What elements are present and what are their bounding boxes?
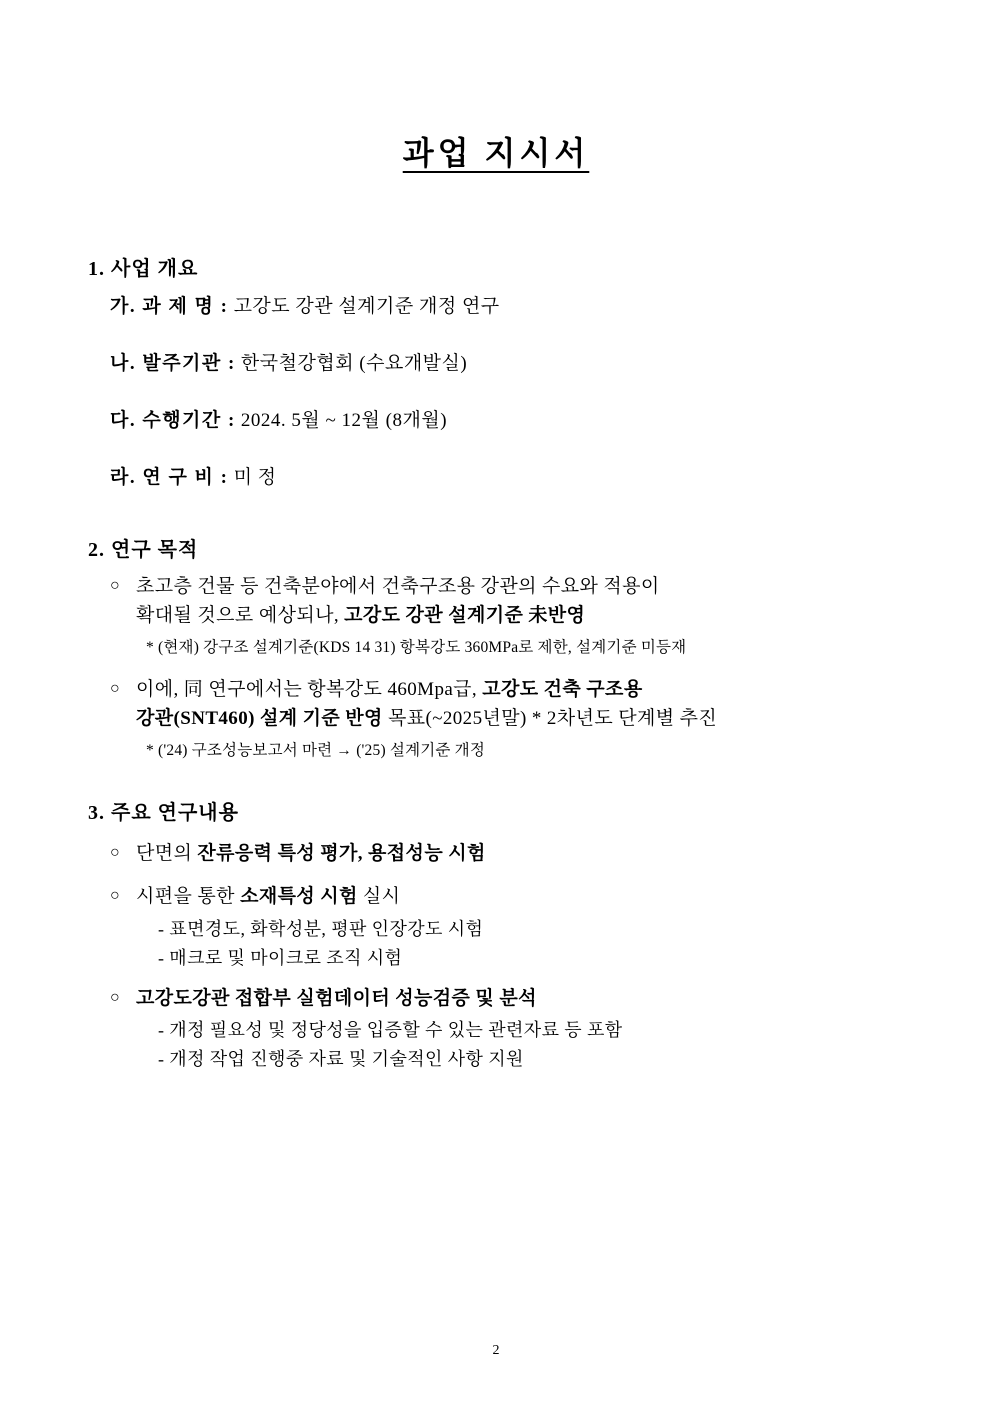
item-budget-value: 미 정 bbox=[233, 467, 277, 488]
purpose-bullet-1-line-2-bold: 고강도 강관 설계기준 未반영 bbox=[344, 605, 586, 627]
content-bullet-2-normal: 시편을 통한 bbox=[136, 886, 241, 908]
content-bullet-2-sub-1: - 표면경도, 화학성분, 평판 인장강도 시험 bbox=[158, 918, 484, 939]
content-bullet-3-sub-2: - 개정 작업 진행중 자료 및 기술적인 사항 지원 bbox=[158, 1049, 524, 1070]
content-bullet-2-sub-2: - 매크로 및 마이크로 조직 시험 bbox=[158, 947, 403, 968]
section-heading-2: 2. 연구 목적 bbox=[88, 539, 199, 561]
purpose-bullet-1-line-2-normal: 확대될 것으로 예상되나, bbox=[136, 605, 345, 627]
content-bullet-1 bbox=[88, 839, 904, 868]
purpose-bullet-2 bbox=[88, 675, 904, 760]
section-heading-3: 3. 주요 연구내용 bbox=[88, 801, 239, 824]
purpose-bullet-2-line-2-normal: 목표(~2025년말) * 2차년도 단계별 추진 bbox=[382, 708, 718, 730]
purpose-bullet-1-line-1: 초고층 건물 등 건축분야에서 건축구조용 강관의 수요와 적용이 bbox=[136, 576, 660, 597]
circle-bullet-icon: ○ bbox=[110, 577, 120, 594]
content-bullet-3-text: 고강도강관 접합부 실험데이터 성능검증 및 분석 bbox=[136, 987, 537, 1009]
content-bullet-2-bold: 소재특성 시험 bbox=[240, 886, 358, 908]
content-bullet-3 bbox=[88, 984, 904, 1071]
circle-bullet-icon: ○ bbox=[110, 679, 120, 697]
circle-bullet-icon: ○ bbox=[110, 887, 120, 905]
item-client-org bbox=[88, 348, 904, 375]
page-number: 2 bbox=[492, 1343, 500, 1358]
item-project-name bbox=[88, 291, 904, 318]
item-client-org-value: 한국철강협회 (수요개발실) bbox=[240, 353, 468, 374]
content-bullet-2-tail: 실시 bbox=[357, 886, 401, 908]
content-bullet-1-normal: 단면의 bbox=[136, 842, 198, 864]
purpose-bullet-2-line-2-bold: 강관(SNT460) 설계 기준 반영 bbox=[136, 708, 383, 730]
content-bullet-2-text bbox=[136, 882, 904, 911]
item-budget bbox=[88, 462, 904, 489]
item-duration bbox=[88, 405, 904, 432]
page-title: 과업 지시서 bbox=[402, 135, 590, 171]
item-client-org-label: 나. 발주기관 : bbox=[110, 353, 236, 374]
item-project-name-label: 가. 과 제 명 : bbox=[110, 296, 229, 317]
purpose-bullet-2-line-1-normal: 이에, 同 연구에서는 항복강도 460Mpa급, bbox=[136, 678, 483, 700]
section-business-overview bbox=[88, 252, 904, 489]
content-bullet-2 bbox=[88, 882, 904, 969]
content-bullet-3-sub-1: - 개정 필요성 및 정당성을 입증할 수 있는 관련자료 등 포함 bbox=[158, 1020, 623, 1041]
circle-bullet-icon: ○ bbox=[110, 843, 120, 861]
purpose-note-1: * (현재) 강구조 설계기준(KDS 14 31) 항복강도 360MPa로 제한, 설계기준 미등재 bbox=[146, 638, 687, 656]
circle-bullet-icon: ○ bbox=[110, 988, 120, 1006]
purpose-note-2: * ('24) 구조성능보고서 마련 → ('25) 설계기준 개정 bbox=[146, 741, 486, 759]
document-body bbox=[0, 252, 992, 1071]
content-bullet-1-bold: 잔류응력 특성 평가, 용접성능 시험 bbox=[197, 842, 486, 864]
item-budget-label: 라. 연 구 비 : bbox=[110, 467, 229, 488]
section-research-purpose bbox=[88, 533, 904, 760]
purpose-bullet-2-line-2 bbox=[110, 704, 904, 733]
item-duration-value: 2024. 5월 ~ 12월 (8개월) bbox=[240, 410, 448, 431]
purpose-bullet-1-line-2 bbox=[110, 601, 904, 630]
section-heading-1: 1. 사업 개요 bbox=[88, 258, 199, 280]
section-research-content bbox=[88, 796, 904, 1071]
purpose-bullet-2-line-1-bold: 고강도 건축 구조용 bbox=[482, 678, 643, 700]
item-duration-label: 다. 수행기간 : bbox=[110, 410, 236, 431]
purpose-bullet-1 bbox=[88, 572, 904, 657]
purpose-bullet-2-line-1 bbox=[136, 675, 904, 704]
content-bullet-1-text bbox=[136, 839, 904, 868]
item-project-name-value: 고강도 강관 설계기준 개정 연구 bbox=[233, 296, 500, 317]
